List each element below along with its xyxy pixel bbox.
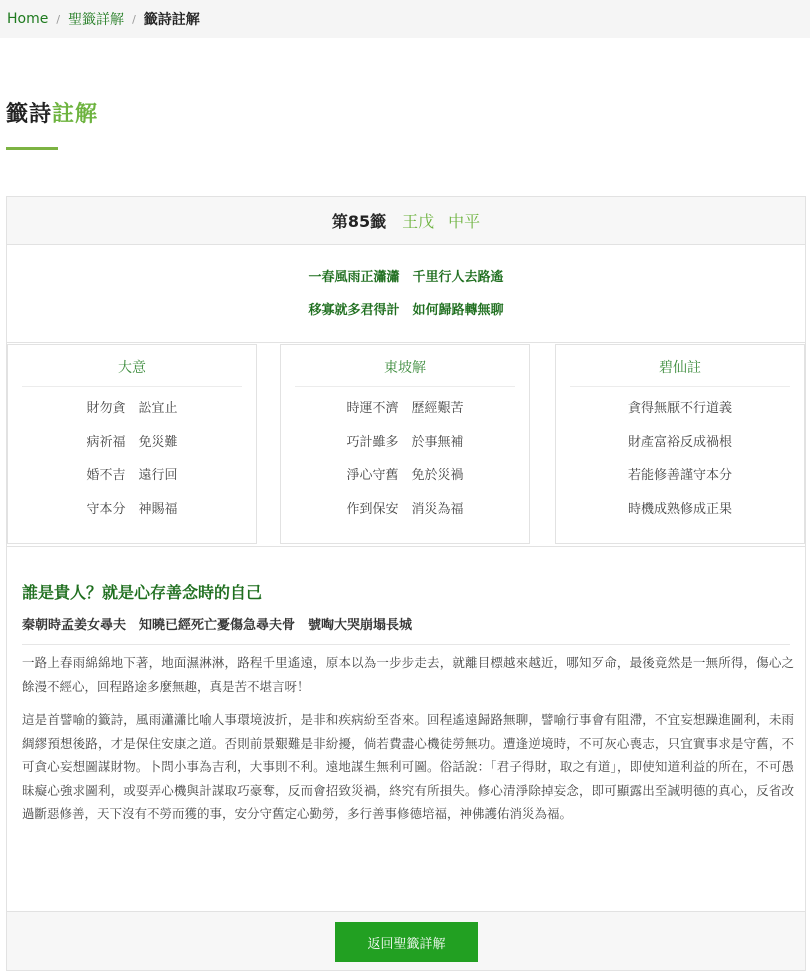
column-line: 婚不吉 遠行回 bbox=[86, 468, 178, 483]
column-dongpo bbox=[280, 344, 530, 544]
column-dayi bbox=[7, 344, 257, 544]
column-line: 作到保安 消災為福 bbox=[346, 502, 464, 517]
column-line: 貪得無厭不行道義 bbox=[627, 401, 732, 416]
breadcrumb-home-link[interactable]: Home bbox=[7, 11, 49, 27]
column-line: 守本分 神賜福 bbox=[86, 502, 178, 517]
back-button[interactable]: 返回聖籤詳解 bbox=[335, 922, 478, 962]
fortune-ganzhi: 王戊 bbox=[402, 212, 435, 231]
card-footer bbox=[7, 911, 805, 970]
column-line: 財產富裕反成禍根 bbox=[627, 435, 732, 450]
article-paragraph: 這是首譬喻的籤詩，風雨瀟瀟比喻人事環境波折，是非和疾病紛至沓來。回程遙遠歸路無聊，譬喻行事會有阻滯，不宜妄想躁進圖利，未雨綢繆預想後路，才是保住安康之道。否則前景艱難是非紛擾，倘若費盡心機徒勞無功。遭逢逆境時，不可灰心喪志，只宜實事求是守舊，不可貪心妄想圖謀財物。卜問小事為吉利，大事則不利。遠地謀生無利可圖。俗話說：「君子得財，取之有道」，即使知道利益的所在，不可愚昧癡心強求圖利，或耍弄心機與計謀取巧豪奪，反而會招致災禍，終究有所損失。修心清淨除掉妄念，即可顯露出至誠明德的真心，反省改過斷惡修善，天下沒有不勞而獲的事，安分守舊定心勤勞，多行善事修德培福，神佛護佑消災為福。 bbox=[22, 712, 794, 821]
column-line: 病祈福 免災難 bbox=[86, 435, 178, 450]
page-title-part1: 籤詩 bbox=[6, 102, 53, 127]
column-line: 時機成熟修成正果 bbox=[627, 502, 732, 517]
fortune-poem bbox=[7, 245, 805, 343]
breadcrumb-separator: / bbox=[132, 12, 136, 26]
poem-line: 一春風雨正瀟瀟 千里行人去路遙 bbox=[308, 269, 504, 285]
article bbox=[7, 546, 805, 911]
column-line: 巧計雖多 於事無補 bbox=[346, 435, 464, 450]
fortune-header bbox=[7, 197, 805, 245]
poem-line: 移寡就多君得計 如何歸路轉無聊 bbox=[308, 302, 504, 318]
column-line: 若能修善謹守本分 bbox=[627, 468, 732, 483]
fortune-level: 中平 bbox=[448, 212, 481, 231]
column-line: 時運不濟 歷經艱苦 bbox=[346, 401, 464, 416]
fortune-card bbox=[6, 196, 806, 971]
column-title: 大意 bbox=[22, 353, 242, 387]
column-line: 淨心守舊 免於災禍 bbox=[346, 468, 464, 483]
breadcrumb-level2-link[interactable]: 聖籤詳解 bbox=[68, 12, 125, 28]
column-title: 東坡解 bbox=[295, 353, 515, 387]
page-title-part2: 註解 bbox=[52, 102, 99, 127]
breadcrumb bbox=[0, 0, 810, 38]
column-bixian bbox=[555, 344, 805, 544]
column-line: 財勿貪 訟宜止 bbox=[86, 401, 178, 416]
page-title bbox=[6, 97, 98, 128]
article-title: 誰是貴人？就是心存善念時的自己 bbox=[22, 583, 263, 602]
column-title: 碧仙註 bbox=[570, 353, 790, 387]
article-paragraph: 一路上春雨綿綿地下著，地面濕淋淋，路程千里遙遠，原本以為一步步走去，就離目標越來越近，哪知歹命，最後竟然是一無所得，傷心之餘漫不經心，回程路途多麼無趣，真是苦不堪言呀！ bbox=[22, 655, 794, 694]
fortune-number: 第85籤 bbox=[331, 212, 387, 231]
breadcrumb-separator: / bbox=[56, 12, 61, 26]
breadcrumb-current: 籤詩註解 bbox=[143, 12, 200, 28]
divider bbox=[22, 644, 790, 645]
article-subtitle: 秦朝時孟姜女尋夫 知曉已經死亡憂傷急尋夫骨 號啕大哭崩塌長城 bbox=[22, 618, 413, 633]
title-underline bbox=[6, 147, 58, 150]
